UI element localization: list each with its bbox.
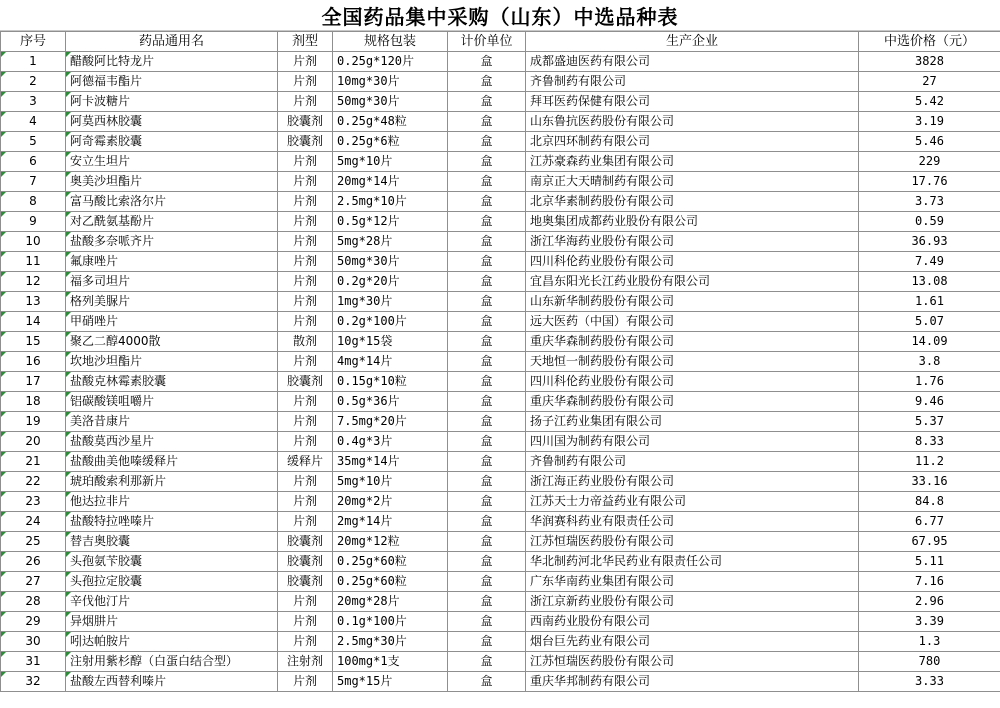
cell-no[interactable]: 2	[1, 72, 66, 92]
cell-price[interactable]: 5.11	[859, 552, 1000, 572]
cell-price[interactable]: 5.46	[859, 132, 1000, 152]
cell-drug-name[interactable]: 氟康唑片	[66, 252, 278, 272]
cell-no[interactable]: 8	[1, 192, 66, 212]
cell-no[interactable]: 7	[1, 172, 66, 192]
table-row	[1, 292, 1000, 312]
cell-no[interactable]: 30	[1, 632, 66, 652]
cell-spec[interactable]: 100mg*1支	[333, 652, 448, 672]
cell-unit[interactable]: 盒	[448, 112, 526, 132]
cell-no[interactable]: 25	[1, 532, 66, 552]
cell-manufacturer[interactable]: 四川国为制药有限公司	[526, 432, 859, 452]
cell-spec[interactable]: 0.25g*120片	[333, 52, 448, 72]
cell-price[interactable]: 3.8	[859, 352, 1000, 372]
cell-drug-name[interactable]: 阿卡波糖片	[66, 92, 278, 112]
cell-no[interactable]: 21	[1, 452, 66, 472]
cell-price[interactable]: 3.39	[859, 612, 1000, 632]
cell-unit[interactable]: 盒	[448, 612, 526, 632]
cell-unit[interactable]: 盒	[448, 92, 526, 112]
cell-price[interactable]: 36.93	[859, 232, 1000, 252]
cell-price[interactable]: 5.42	[859, 92, 1000, 112]
table-row	[1, 232, 1000, 252]
cell-drug-name[interactable]: 阿莫西林胶囊	[66, 112, 278, 132]
cell-spec[interactable]: 0.1g*100片	[333, 612, 448, 632]
cell-spec[interactable]: 20mg*14片	[333, 172, 448, 192]
cell-dosage-form[interactable]: 片剂	[278, 512, 333, 532]
table-row	[1, 552, 1000, 572]
table-row	[1, 632, 1000, 652]
table-row	[1, 352, 1000, 372]
cell-manufacturer[interactable]: 成都盛迪医药有限公司	[526, 52, 859, 72]
cell-price[interactable]: 229	[859, 152, 1000, 172]
cell-price[interactable]: 780	[859, 652, 1000, 672]
cell-unit[interactable]: 盒	[448, 332, 526, 352]
cell-spec[interactable]: 2.5mg*30片	[333, 632, 448, 652]
cell-spec[interactable]: 5mg*15片	[333, 672, 448, 692]
cell-manufacturer[interactable]: 远大医药（中国）有限公司	[526, 312, 859, 332]
cell-no[interactable]: 4	[1, 112, 66, 132]
cell-spec[interactable]: 20mg*2片	[333, 492, 448, 512]
cell-price[interactable]: 0.59	[859, 212, 1000, 232]
cell-dosage-form[interactable]: 片剂	[278, 152, 333, 172]
col-header-name[interactable]: 药品通用名	[66, 32, 278, 52]
table-row	[1, 92, 1000, 112]
cell-dosage-form[interactable]: 片剂	[278, 192, 333, 212]
cell-dosage-form[interactable]: 片剂	[278, 272, 333, 292]
cell-manufacturer[interactable]: 扬子江药业集团有限公司	[526, 412, 859, 432]
cell-price[interactable]: 67.95	[859, 532, 1000, 552]
cell-unit[interactable]: 盒	[448, 152, 526, 172]
cell-unit[interactable]: 盒	[448, 52, 526, 72]
cell-no[interactable]: 22	[1, 472, 66, 492]
table-row	[1, 652, 1000, 672]
cell-spec[interactable]: 4mg*14片	[333, 352, 448, 372]
cell-manufacturer[interactable]: 广东华南药业集团有限公司	[526, 572, 859, 592]
cell-dosage-form[interactable]: 片剂	[278, 612, 333, 632]
cell-dosage-form[interactable]: 片剂	[278, 252, 333, 272]
cell-drug-name[interactable]: 坎地沙坦酯片	[66, 352, 278, 372]
cell-drug-name[interactable]: 辛伐他汀片	[66, 592, 278, 612]
cell-drug-name[interactable]: 铝碳酸镁咀嚼片	[66, 392, 278, 412]
cell-dosage-form[interactable]: 胶囊剂	[278, 572, 333, 592]
cell-dosage-form[interactable]: 片剂	[278, 432, 333, 452]
cell-drug-name[interactable]: 聚乙二醇4000散	[66, 332, 278, 352]
cell-price[interactable]: 27	[859, 72, 1000, 92]
cell-manufacturer[interactable]: 浙江京新药业股份有限公司	[526, 592, 859, 612]
cell-no[interactable]: 31	[1, 652, 66, 672]
cell-unit[interactable]: 盒	[448, 72, 526, 92]
cell-no[interactable]: 10	[1, 232, 66, 252]
cell-manufacturer[interactable]: 山东新华制药股份有限公司	[526, 292, 859, 312]
cell-unit[interactable]: 盒	[448, 472, 526, 492]
cell-dosage-form[interactable]: 片剂	[278, 232, 333, 252]
table-row	[1, 332, 1000, 352]
cell-price[interactable]: 2.96	[859, 592, 1000, 612]
cell-no[interactable]: 5	[1, 132, 66, 152]
cell-spec[interactable]: 0.25g*60粒	[333, 572, 448, 592]
cell-manufacturer[interactable]: 四川科伦药业股份有限公司	[526, 252, 859, 272]
cell-drug-name[interactable]: 阿德福韦酯片	[66, 72, 278, 92]
cell-price[interactable]: 9.46	[859, 392, 1000, 412]
cell-price[interactable]: 3828	[859, 52, 1000, 72]
cell-drug-name[interactable]: 琥珀酸索利那新片	[66, 472, 278, 492]
col-header-no[interactable]: 序号	[1, 32, 66, 52]
cell-spec[interactable]: 50mg*30片	[333, 252, 448, 272]
cell-drug-name[interactable]: 对乙酰氨基酚片	[66, 212, 278, 232]
cell-drug-name[interactable]: 他达拉非片	[66, 492, 278, 512]
cell-unit[interactable]: 盒	[448, 232, 526, 252]
cell-unit[interactable]: 盒	[448, 272, 526, 292]
cell-drug-name[interactable]: 富马酸比索洛尔片	[66, 192, 278, 212]
cell-price[interactable]: 8.33	[859, 432, 1000, 452]
cell-price[interactable]: 3.73	[859, 192, 1000, 212]
cell-manufacturer[interactable]: 浙江华海药业股份有限公司	[526, 232, 859, 252]
cell-spec[interactable]: 5mg*10片	[333, 152, 448, 172]
table-row	[1, 392, 1000, 412]
col-header-price[interactable]: 中选价格（元）	[859, 32, 1000, 52]
cell-manufacturer[interactable]: 江苏豪森药业集团有限公司	[526, 152, 859, 172]
table-row	[1, 312, 1000, 332]
table-row	[1, 132, 1000, 152]
cell-dosage-form[interactable]: 散剂	[278, 332, 333, 352]
cell-dosage-form[interactable]: 片剂	[278, 212, 333, 232]
cell-dosage-form[interactable]: 片剂	[278, 412, 333, 432]
cell-dosage-form[interactable]: 片剂	[278, 312, 333, 332]
cell-drug-name[interactable]: 盐酸莫西沙星片	[66, 432, 278, 452]
cell-price[interactable]: 1.76	[859, 372, 1000, 392]
cell-unit[interactable]: 盒	[448, 572, 526, 592]
cell-price[interactable]: 17.76	[859, 172, 1000, 192]
cell-drug-name[interactable]: 奥美沙坦酯片	[66, 172, 278, 192]
table-row	[1, 252, 1000, 272]
cell-no[interactable]: 26	[1, 552, 66, 572]
table-row	[1, 212, 1000, 232]
cell-manufacturer[interactable]: 江苏恒瑞医药股份有限公司	[526, 652, 859, 672]
cell-dosage-form[interactable]: 胶囊剂	[278, 532, 333, 552]
table-row	[1, 172, 1000, 192]
cell-drug-name[interactable]: 醋酸阿比特龙片	[66, 52, 278, 72]
cell-no[interactable]: 27	[1, 572, 66, 592]
cell-drug-name[interactable]: 盐酸多奈哌齐片	[66, 232, 278, 252]
cell-dosage-form[interactable]: 片剂	[278, 52, 333, 72]
cell-no[interactable]: 18	[1, 392, 66, 412]
table-row	[1, 512, 1000, 532]
table-row	[1, 372, 1000, 392]
table-row	[1, 152, 1000, 172]
cell-unit[interactable]: 盒	[448, 412, 526, 432]
cell-manufacturer[interactable]: 宜昌东阳光长江药业股份有限公司	[526, 272, 859, 292]
cell-price[interactable]: 33.16	[859, 472, 1000, 492]
cell-drug-name[interactable]: 格列美脲片	[66, 292, 278, 312]
cell-dosage-form[interactable]: 片剂	[278, 492, 333, 512]
table-row	[1, 52, 1000, 72]
table-row	[1, 412, 1000, 432]
cell-spec[interactable]: 20mg*12粒	[333, 532, 448, 552]
col-header-manufacturer[interactable]: 生产企业	[526, 32, 859, 52]
cell-manufacturer[interactable]: 南京正大天晴制药有限公司	[526, 172, 859, 192]
cell-manufacturer[interactable]: 山东鲁抗医药股份有限公司	[526, 112, 859, 132]
cell-no[interactable]: 19	[1, 412, 66, 432]
cell-spec[interactable]: 35mg*14片	[333, 452, 448, 472]
cell-spec[interactable]: 0.2g*20片	[333, 272, 448, 292]
cell-unit[interactable]: 盒	[448, 172, 526, 192]
cell-price[interactable]: 7.16	[859, 572, 1000, 592]
col-header-spec[interactable]: 规格包装	[333, 32, 448, 52]
cell-unit[interactable]: 盒	[448, 512, 526, 532]
cell-spec[interactable]: 0.4g*3片	[333, 432, 448, 452]
cell-dosage-form[interactable]: 片剂	[278, 632, 333, 652]
cell-unit[interactable]: 盒	[448, 352, 526, 372]
col-header-unit[interactable]: 计价单位	[448, 32, 526, 52]
cell-no[interactable]: 9	[1, 212, 66, 232]
cell-manufacturer[interactable]: 烟台巨先药业有限公司	[526, 632, 859, 652]
cell-unit[interactable]: 盒	[448, 372, 526, 392]
cell-spec[interactable]: 5mg*28片	[333, 232, 448, 252]
cell-drug-name[interactable]: 美洛昔康片	[66, 412, 278, 432]
table-row	[1, 592, 1000, 612]
cell-price[interactable]: 5.07	[859, 312, 1000, 332]
cell-dosage-form[interactable]: 片剂	[278, 72, 333, 92]
table-row	[1, 272, 1000, 292]
cell-drug-name[interactable]: 盐酸左西替利嗪片	[66, 672, 278, 692]
cell-price[interactable]: 1.3	[859, 632, 1000, 652]
cell-manufacturer[interactable]: 天地恒一制药股份有限公司	[526, 352, 859, 372]
table-row	[1, 672, 1000, 692]
cell-unit[interactable]: 盒	[448, 632, 526, 652]
cell-dosage-form[interactable]: 片剂	[278, 592, 333, 612]
cell-unit[interactable]: 盒	[448, 532, 526, 552]
table-row	[1, 432, 1000, 452]
col-header-form[interactable]: 剂型	[278, 32, 333, 52]
cell-dosage-form[interactable]: 片剂	[278, 672, 333, 692]
cell-dosage-form[interactable]: 片剂	[278, 472, 333, 492]
cell-manufacturer[interactable]: 华润赛科药业有限责任公司	[526, 512, 859, 532]
cell-no[interactable]: 16	[1, 352, 66, 372]
table-row	[1, 112, 1000, 132]
cell-spec[interactable]: 5mg*10片	[333, 472, 448, 492]
cell-dosage-form[interactable]: 胶囊剂	[278, 552, 333, 572]
cell-manufacturer[interactable]: 北京华素制药股份有限公司	[526, 192, 859, 212]
cell-dosage-form[interactable]: 注射剂	[278, 652, 333, 672]
cell-no[interactable]: 17	[1, 372, 66, 392]
cell-manufacturer[interactable]: 齐鲁制药有限公司	[526, 72, 859, 92]
cell-manufacturer[interactable]: 江苏恒瑞医药股份有限公司	[526, 532, 859, 552]
cell-price[interactable]: 11.2	[859, 452, 1000, 472]
cell-unit[interactable]: 盒	[448, 192, 526, 212]
table-row	[1, 192, 1000, 212]
table-row	[1, 492, 1000, 512]
cell-manufacturer[interactable]: 齐鲁制药有限公司	[526, 452, 859, 472]
cell-spec[interactable]: 0.2g*100片	[333, 312, 448, 332]
cell-unit[interactable]: 盒	[448, 552, 526, 572]
cell-spec[interactable]: 2.5mg*10片	[333, 192, 448, 212]
cell-drug-name[interactable]: 吲达帕胺片	[66, 632, 278, 652]
cell-spec[interactable]: 0.25g*48粒	[333, 112, 448, 132]
cell-price[interactable]: 84.8	[859, 492, 1000, 512]
cell-dosage-form[interactable]: 胶囊剂	[278, 372, 333, 392]
cell-drug-name[interactable]: 注射用紫杉醇（白蛋白结合型）	[66, 652, 278, 672]
cell-price[interactable]: 14.09	[859, 332, 1000, 352]
cell-no[interactable]: 15	[1, 332, 66, 352]
cell-spec[interactable]: 50mg*30片	[333, 92, 448, 112]
table-row	[1, 72, 1000, 92]
cell-drug-name[interactable]: 盐酸曲美他嗪缓释片	[66, 452, 278, 472]
cell-unit[interactable]: 盒	[448, 492, 526, 512]
cell-unit[interactable]: 盒	[448, 592, 526, 612]
cell-dosage-form[interactable]: 片剂	[278, 92, 333, 112]
cell-no[interactable]: 11	[1, 252, 66, 272]
cell-no[interactable]: 12	[1, 272, 66, 292]
cell-drug-name[interactable]: 福多司坦片	[66, 272, 278, 292]
cell-spec[interactable]: 0.15g*10粒	[333, 372, 448, 392]
cell-unit[interactable]: 盒	[448, 312, 526, 332]
cell-drug-name[interactable]: 甲硝唑片	[66, 312, 278, 332]
cell-spec[interactable]: 10mg*30片	[333, 72, 448, 92]
cell-unit[interactable]: 盒	[448, 652, 526, 672]
cell-drug-name[interactable]: 异烟肼片	[66, 612, 278, 632]
cell-no[interactable]: 13	[1, 292, 66, 312]
cell-price[interactable]: 6.77	[859, 512, 1000, 532]
cell-dosage-form[interactable]: 片剂	[278, 172, 333, 192]
cell-drug-name[interactable]: 盐酸克林霉素胶囊	[66, 372, 278, 392]
cell-dosage-form[interactable]: 胶囊剂	[278, 112, 333, 132]
cell-dosage-form[interactable]: 胶囊剂	[278, 132, 333, 152]
header-row	[1, 32, 1000, 52]
cell-spec[interactable]: 0.5g*36片	[333, 392, 448, 412]
cell-manufacturer[interactable]: 地奥集团成都药业股份有限公司	[526, 212, 859, 232]
cell-manufacturer[interactable]: 江苏天士力帝益药业有限公司	[526, 492, 859, 512]
cell-manufacturer[interactable]: 重庆华森制药股份有限公司	[526, 392, 859, 412]
cell-manufacturer[interactable]: 浙江海正药业股份有限公司	[526, 472, 859, 492]
cell-drug-name[interactable]: 头孢拉定胶囊	[66, 572, 278, 592]
table-row	[1, 612, 1000, 632]
table-row	[1, 452, 1000, 472]
cell-no[interactable]: 32	[1, 672, 66, 692]
cell-spec[interactable]: 0.25g*6粒	[333, 132, 448, 152]
cell-spec[interactable]: 2mg*14片	[333, 512, 448, 532]
table-row	[1, 532, 1000, 552]
cell-no[interactable]: 1	[1, 52, 66, 72]
cell-dosage-form[interactable]: 片剂	[278, 392, 333, 412]
cell-spec[interactable]: 0.5g*12片	[333, 212, 448, 232]
cell-spec[interactable]: 7.5mg*20片	[333, 412, 448, 432]
cell-unit[interactable]: 盒	[448, 292, 526, 312]
cell-price[interactable]: 5.37	[859, 412, 1000, 432]
cell-manufacturer[interactable]: 四川科伦药业股份有限公司	[526, 372, 859, 392]
cell-dosage-form[interactable]: 片剂	[278, 352, 333, 372]
cell-spec[interactable]: 1mg*30片	[333, 292, 448, 312]
cell-unit[interactable]: 盒	[448, 212, 526, 232]
sheet-title: 全国药品集中采购（山东）中选品种表	[0, 0, 1000, 31]
cell-drug-name[interactable]: 安立生坦片	[66, 152, 278, 172]
cell-no[interactable]: 14	[1, 312, 66, 332]
cell-price[interactable]: 7.49	[859, 252, 1000, 272]
table-row	[1, 572, 1000, 592]
cell-unit[interactable]: 盒	[448, 432, 526, 452]
cell-manufacturer[interactable]: 拜耳医药保健有限公司	[526, 92, 859, 112]
cell-manufacturer[interactable]: 北京四环制药有限公司	[526, 132, 859, 152]
cell-price[interactable]: 1.61	[859, 292, 1000, 312]
cell-no[interactable]: 24	[1, 512, 66, 532]
cell-manufacturer[interactable]: 重庆华森制药股份有限公司	[526, 332, 859, 352]
cell-spec[interactable]: 0.25g*60粒	[333, 552, 448, 572]
cell-no[interactable]: 28	[1, 592, 66, 612]
cell-no[interactable]: 6	[1, 152, 66, 172]
cell-manufacturer[interactable]: 重庆华邦制药有限公司	[526, 672, 859, 692]
cell-no[interactable]: 23	[1, 492, 66, 512]
cell-drug-name[interactable]: 头孢氨苄胶囊	[66, 552, 278, 572]
cell-unit[interactable]: 盒	[448, 132, 526, 152]
cell-drug-name[interactable]: 替吉奥胶囊	[66, 532, 278, 552]
drug-table	[0, 31, 1000, 692]
cell-manufacturer[interactable]: 华北制药河北华民药业有限责任公司	[526, 552, 859, 572]
cell-dosage-form[interactable]: 片剂	[278, 292, 333, 312]
cell-price[interactable]: 13.08	[859, 272, 1000, 292]
cell-no[interactable]: 20	[1, 432, 66, 452]
cell-no[interactable]: 3	[1, 92, 66, 112]
cell-spec[interactable]: 20mg*28片	[333, 592, 448, 612]
cell-no[interactable]: 29	[1, 612, 66, 632]
cell-unit[interactable]: 盒	[448, 252, 526, 272]
cell-unit[interactable]: 盒	[448, 392, 526, 412]
cell-price[interactable]: 3.19	[859, 112, 1000, 132]
cell-price[interactable]: 3.33	[859, 672, 1000, 692]
cell-spec[interactable]: 10g*15袋	[333, 332, 448, 352]
cell-manufacturer[interactable]: 西南药业股份有限公司	[526, 612, 859, 632]
cell-drug-name[interactable]: 阿奇霉素胶囊	[66, 132, 278, 152]
table-row	[1, 472, 1000, 492]
cell-dosage-form[interactable]: 缓释片	[278, 452, 333, 472]
cell-unit[interactable]: 盒	[448, 672, 526, 692]
cell-unit[interactable]: 盒	[448, 452, 526, 472]
cell-drug-name[interactable]: 盐酸特拉唑嗪片	[66, 512, 278, 532]
